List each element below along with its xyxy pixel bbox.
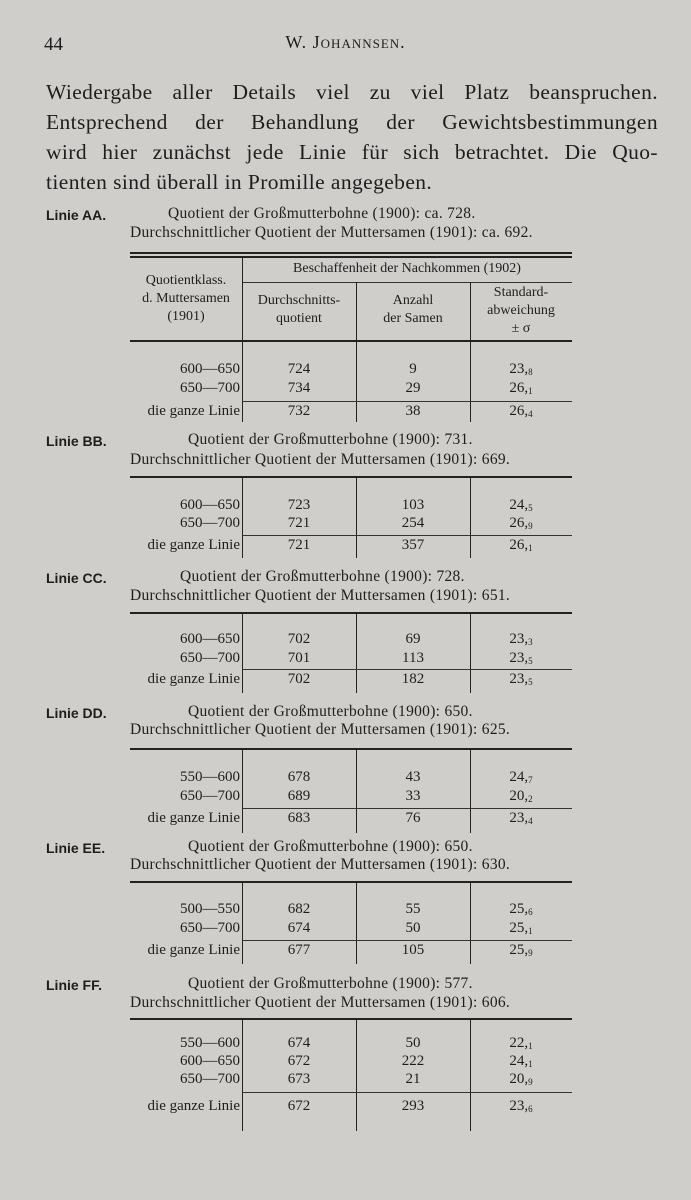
- std-dev-integer: 24,: [509, 497, 529, 513]
- header-text: abweichung: [487, 303, 555, 318]
- std-dev-decimal: 6: [528, 907, 533, 917]
- std-dev-decimal: 3: [528, 637, 533, 647]
- section-grandmother-quotient: Quotient der Großmutterbohne (1900): 650.: [188, 838, 473, 855]
- total-mean-quotient: 721: [287, 537, 311, 553]
- total-mean-quotient: 672: [287, 1098, 311, 1114]
- row-mean-quotient: 724: [287, 361, 311, 377]
- row-std-dev: [470, 650, 572, 667]
- total-seed-count: 105: [401, 942, 425, 958]
- section-mother-quotient: Durchschnittlicher Quotient der Muttersamen (1901): 630.: [130, 856, 511, 873]
- total-seed-count: 357: [401, 537, 425, 553]
- column-divider: [356, 282, 357, 340]
- row-quotient-class: 650—700: [180, 515, 240, 531]
- row-std-dev: [470, 769, 572, 786]
- std-dev-decimal: 1: [528, 1059, 533, 1069]
- std-dev-decimal: 1: [528, 1041, 533, 1051]
- column-divider: [242, 282, 243, 340]
- total-label: die ganze Linie: [147, 1098, 240, 1114]
- row-std-dev: [470, 631, 572, 648]
- total-label: die ganze Linie: [147, 671, 240, 687]
- total-mean-quotient: 683: [287, 810, 311, 826]
- section-mother-quotient: Durchschnittlicher Quotient der Muttersamen (1901): 669.: [130, 451, 511, 468]
- row-seed-count: 50: [405, 920, 421, 936]
- row-mean-quotient: 734: [287, 380, 311, 396]
- total-std-dev: [470, 403, 572, 420]
- row-std-dev: [470, 1071, 572, 1088]
- total-rule: [242, 940, 572, 941]
- column-divider: [470, 282, 471, 340]
- std-dev-decimal: 7: [528, 775, 533, 785]
- row-std-dev: [470, 920, 572, 937]
- std-dev-integer: 26,: [509, 380, 529, 396]
- row-seed-count: 69: [405, 631, 421, 647]
- header-text: quotient: [276, 311, 322, 326]
- total-std-dev: [470, 671, 572, 688]
- row-quotient-class: 600—650: [180, 1053, 240, 1069]
- std-dev-integer: 26,: [509, 515, 529, 531]
- std-dev-integer: 23,: [509, 361, 529, 377]
- std-dev-decimal: 2: [528, 794, 533, 804]
- std-dev-integer: 26,: [509, 537, 529, 553]
- std-dev-decimal: 4: [528, 816, 533, 826]
- total-label: die ganze Linie: [147, 810, 240, 826]
- total-seed-count: 182: [401, 671, 425, 687]
- row-mean-quotient: 678: [287, 769, 311, 785]
- row-std-dev: [470, 361, 572, 378]
- header-text: Anzahl: [392, 293, 434, 308]
- paragraph-line: Entsprechend der Behandlung der Gewichtsbestimmungen: [46, 110, 658, 134]
- row-quotient-class: 600—650: [180, 497, 240, 513]
- std-dev-decimal: 9: [528, 948, 533, 958]
- row-quotient-class: 650—700: [180, 788, 240, 804]
- section-mother-quotient: Durchschnittlicher Quotient der Muttersamen (1901): ca. 692.: [130, 224, 533, 241]
- header-text: ± σ: [511, 321, 531, 336]
- header-group-rule: [242, 282, 572, 283]
- row-mean-quotient: 674: [287, 1035, 311, 1051]
- row-seed-count: 33: [405, 788, 421, 804]
- row-seed-count: 55: [405, 901, 421, 917]
- header-text: Standard-: [493, 285, 549, 300]
- section-label: Linie AA.: [46, 207, 107, 223]
- data-table: [130, 1018, 572, 1131]
- std-dev-integer: 23,: [509, 810, 529, 826]
- header-text: Quotientklass.: [145, 273, 227, 288]
- row-mean-quotient: 682: [287, 901, 311, 917]
- section-grandmother-quotient: Quotient der Großmutterbohne (1900): ca. 728.: [168, 205, 476, 222]
- header-text: d. Muttersamen: [142, 291, 230, 306]
- section-label: Linie DD.: [46, 705, 107, 721]
- total-rule: [242, 669, 572, 670]
- row-seed-count: 9: [409, 361, 417, 377]
- total-label: die ganze Linie: [147, 403, 240, 419]
- section-label: Linie FF.: [46, 977, 102, 993]
- std-dev-integer: 23,: [509, 671, 529, 687]
- row-quotient-class: 650—700: [180, 1071, 240, 1087]
- column-divider: [242, 256, 243, 282]
- total-std-dev: [470, 810, 572, 827]
- paragraph-line: tienten sind überall in Promille angegeben.: [46, 170, 433, 194]
- header-col4: [470, 284, 572, 338]
- data-table: [130, 252, 572, 422]
- table-top-rule: [130, 612, 572, 614]
- row-quotient-class: 600—650: [180, 631, 240, 647]
- section-mother-quotient: Durchschnittlicher Quotient der Muttersamen (1901): 651.: [130, 587, 511, 604]
- std-dev-integer: 25,: [509, 942, 529, 958]
- row-mean-quotient: 674: [287, 920, 311, 936]
- std-dev-decimal: 5: [528, 503, 533, 513]
- data-table: [130, 881, 572, 964]
- total-mean-quotient: 702: [287, 671, 311, 687]
- total-rule: [242, 401, 572, 402]
- std-dev-integer: 20,: [509, 788, 529, 804]
- table-top-rule: [130, 748, 572, 750]
- header-bottom-rule: [130, 340, 572, 342]
- row-std-dev: [470, 1053, 572, 1070]
- section-grandmother-quotient: Quotient der Großmutterbohne (1900): 577.: [188, 975, 473, 992]
- header-col3: [356, 292, 470, 328]
- row-quotient-class: 650—700: [180, 380, 240, 396]
- section-grandmother-quotient: Quotient der Großmutterbohne (1900): 731.: [188, 431, 473, 448]
- std-dev-integer: 23,: [509, 1098, 529, 1114]
- total-mean-quotient: 677: [287, 942, 311, 958]
- row-std-dev: [470, 515, 572, 532]
- std-dev-integer: 23,: [509, 631, 529, 647]
- row-quotient-class: 650—700: [180, 650, 240, 666]
- std-dev-integer: 23,: [509, 650, 529, 666]
- total-std-dev: [470, 942, 572, 959]
- header-group: Beschaffenheit der Nachkommen (1902): [293, 261, 521, 276]
- std-dev-decimal: 1: [528, 543, 533, 553]
- table-top-rule: [130, 476, 572, 478]
- row-quotient-class: 550—600: [180, 769, 240, 785]
- row-mean-quotient: 701: [287, 650, 311, 666]
- total-label: die ganze Linie: [147, 942, 240, 958]
- table-top-rule: [130, 1018, 572, 1020]
- total-rule: [242, 808, 572, 809]
- row-seed-count: 43: [405, 769, 421, 785]
- total-std-dev: [470, 537, 572, 554]
- row-seed-count: 50: [405, 1035, 421, 1051]
- total-std-dev: [470, 1098, 572, 1115]
- data-table: [130, 748, 572, 833]
- std-dev-decimal: 9: [528, 1077, 533, 1087]
- row-quotient-class: 500—550: [180, 901, 240, 917]
- section-mother-quotient: Durchschnittlicher Quotient der Muttersamen (1901): 625.: [130, 721, 511, 738]
- row-std-dev: [470, 901, 572, 918]
- std-dev-decimal: 9: [528, 521, 533, 531]
- total-mean-quotient: 732: [287, 403, 311, 419]
- std-dev-integer: 25,: [509, 901, 529, 917]
- std-dev-decimal: 1: [528, 386, 533, 396]
- row-quotient-class: 600—650: [180, 361, 240, 377]
- std-dev-integer: 25,: [509, 920, 529, 936]
- data-table: [130, 612, 572, 693]
- row-mean-quotient: 689: [287, 788, 311, 804]
- row-seed-count: 29: [405, 380, 421, 396]
- header-text: der Samen: [383, 311, 443, 326]
- section-grandmother-quotient: Quotient der Großmutterbohne (1900): 728.: [180, 568, 465, 585]
- std-dev-decimal: 5: [528, 677, 533, 687]
- std-dev-decimal: 1: [528, 926, 533, 936]
- std-dev-integer: 24,: [509, 1053, 529, 1069]
- section-label: Linie EE.: [46, 840, 106, 856]
- row-mean-quotient: 673: [287, 1071, 311, 1087]
- row-mean-quotient: 721: [287, 515, 311, 531]
- total-rule: [242, 535, 572, 536]
- paragraph-line: Wiedergabe aller Details viel zu viel Platz beanspruchen.: [46, 80, 658, 104]
- total-seed-count: 293: [401, 1098, 425, 1114]
- row-seed-count: 21: [405, 1071, 421, 1087]
- data-table: [130, 476, 572, 558]
- std-dev-integer: 22,: [509, 1035, 529, 1051]
- std-dev-decimal: 8: [528, 367, 533, 377]
- table-top-rule: [130, 252, 572, 254]
- running-head: W. Johannsen.: [285, 32, 406, 52]
- std-dev-integer: 20,: [509, 1071, 529, 1087]
- row-mean-quotient: 702: [287, 631, 311, 647]
- row-std-dev: [470, 788, 572, 805]
- row-std-dev: [470, 380, 572, 397]
- row-std-dev: [470, 497, 572, 514]
- section-mother-quotient: Durchschnittlicher Quotient der Muttersamen (1901): 606.: [130, 994, 511, 1011]
- header-text: Durchschnitts-: [257, 293, 341, 308]
- std-dev-decimal: 5: [528, 656, 533, 666]
- std-dev-decimal: 6: [528, 1104, 533, 1114]
- header-text: (1901): [167, 309, 205, 324]
- std-dev-integer: 24,: [509, 769, 529, 785]
- row-mean-quotient: 672: [287, 1053, 311, 1069]
- row-seed-count: 222: [401, 1053, 425, 1069]
- row-mean-quotient: 723: [287, 497, 311, 513]
- total-seed-count: 38: [405, 403, 421, 419]
- page-number: 44: [44, 34, 63, 55]
- total-seed-count: 76: [405, 810, 421, 826]
- row-seed-count: 103: [401, 497, 425, 513]
- row-quotient-class: 650—700: [180, 920, 240, 936]
- std-dev-decimal: 4: [528, 409, 533, 419]
- header-quotient-class: [130, 272, 242, 326]
- section-grandmother-quotient: Quotient der Großmutterbohne (1900): 650.: [188, 703, 473, 720]
- row-seed-count: 113: [402, 650, 424, 666]
- section-label: Linie CC.: [46, 570, 107, 586]
- paragraph-line: wird hier zunächst jede Linie für sich betrachtet. Die Quo-: [46, 140, 658, 164]
- total-label: die ganze Linie: [147, 537, 240, 553]
- std-dev-integer: 26,: [509, 403, 529, 419]
- row-seed-count: 254: [401, 515, 425, 531]
- row-quotient-class: 550—600: [180, 1035, 240, 1051]
- row-std-dev: [470, 1035, 572, 1052]
- section-label: Linie BB.: [46, 433, 107, 449]
- table-top-rule: [130, 881, 572, 883]
- table-top-rule: [130, 256, 572, 258]
- header-col2: [242, 292, 356, 328]
- total-rule: [242, 1092, 572, 1093]
